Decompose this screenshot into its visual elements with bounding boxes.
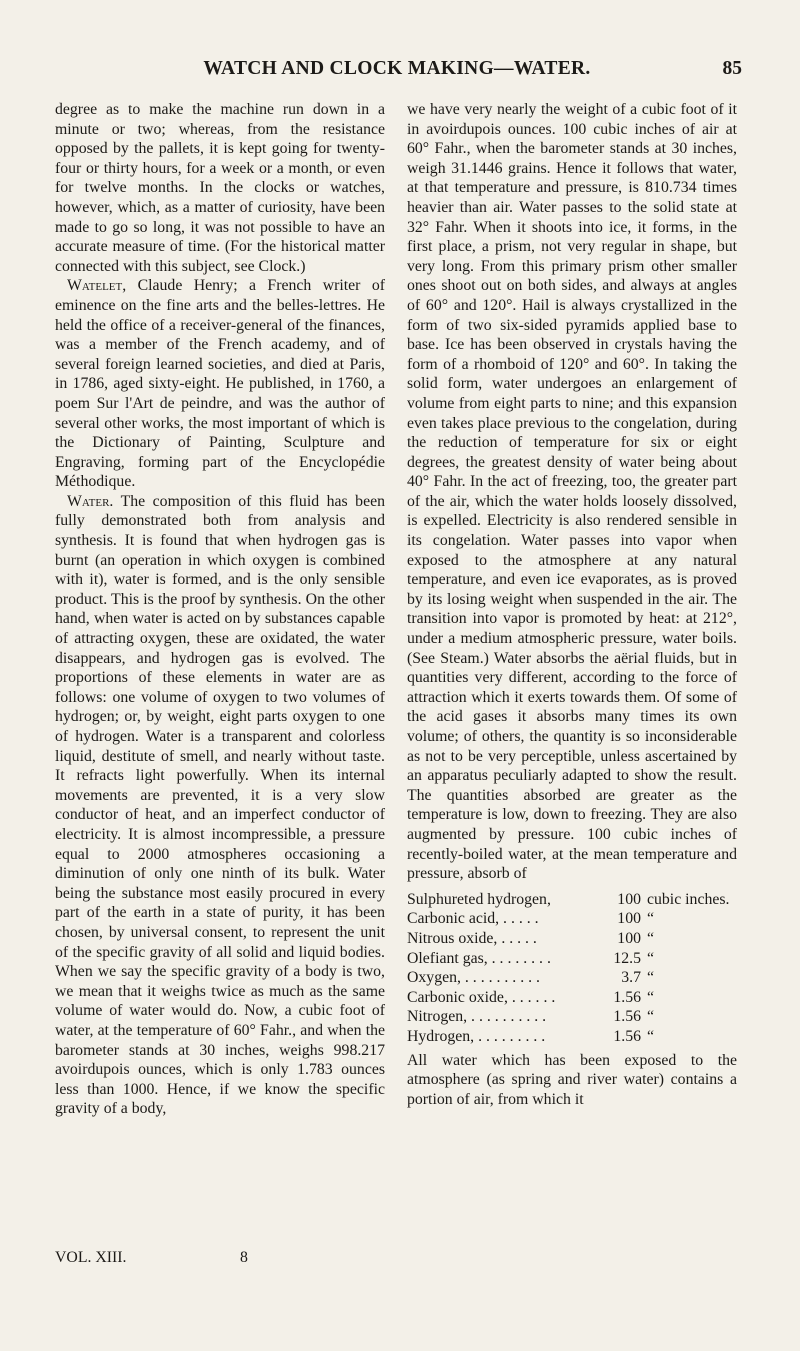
gas-volume: 100: [617, 890, 641, 908]
gas-name: Nitrous oxide, . . . . .: [407, 929, 537, 947]
gas-volume: 100: [617, 929, 641, 947]
gas-volume: 1.56: [613, 988, 641, 1006]
gas-name: Olefiant gas, . . . . . . . .: [407, 949, 551, 967]
table-row: [407, 1027, 737, 1047]
table-row: [407, 988, 737, 1008]
gas-name: Nitrogen, . . . . . . . . . .: [407, 1008, 547, 1026]
gas-unit: “: [647, 949, 655, 967]
gas-volume: 3.7: [621, 969, 641, 987]
gas-unit: “: [647, 910, 655, 928]
gas-absorption-table: [407, 890, 737, 1047]
gas-name: Carbonic oxide, . . . . . .: [407, 988, 556, 1006]
gas-unit: “: [647, 1008, 655, 1026]
right-column: [407, 100, 737, 1109]
gas-volume: 1.56: [613, 1008, 641, 1026]
table-row: [407, 929, 737, 949]
gas-unit: “: [647, 1027, 655, 1045]
table-row: [407, 909, 737, 929]
entry-body-water: The composition of this fluid has been fully demonstrated both from analysis and synthesis. It is found that when hydrogen gas is burnt (an operation in which oxygen is combined with it), water is formed, and is the only sensible product. This is the proof by synthesis. On the other hand, when water is acted on by substances capable of attracting oxygen, these are oxidated, the water disappears, and hydrogen gas is evolved. The proportions of these elements in water are as follows: one volume of oxygen to two volumes of hydrogen; or, by weight, eight parts oxygen to one of hydrogen. Water is a transparent and colorless liquid, destitute of smell, and nearly without taste. It refracts light powerfully. When its internal movements are prevented, it is a very slow conductor of heat, and an imperfect conductor of electricity. It is almost incompressible, a pressure equal to 2000 atmospheres occasioning a diminution of only one ninth of its bulk. Water being the substance most easily procured in every part of the earth in a state of purity, it has been chosen, by universal consent, to represent the unit of the specific gravity of all solid and liquid bodies. When we say the specific gravity of a body is two, we mean that it weighs twice as much as the same volume of water would do. Now, a cubic foot of water, at the temperature of 60° Fahr., and when the barometer stands at 30 inches, weighs 998.217 avoirdupois ounces, which is only 1.783 ounces less than 1000. Hence, if we know the specific gravity of a body,: [55, 492, 385, 1118]
running-title: WATCH AND CLOCK MAKING—WATER.: [203, 58, 591, 79]
entry-body-watelet: Claude Henry; a French writer of eminence on the fine arts and the belles-lettres. He held the office of a receiver-general of the finances, was a member of the French academy, and of several foreign learned societies, and died at Paris, in 1786, aged sixty-eight. He published, in 1760, a poem Sur l'Art de peindre, and was the author of several other works, the most important of which is the Dictionary of Painting, Sculpture and Engraving, forming part of the Encyclopédie Méthodique.: [55, 277, 385, 491]
volume-label: VOL. XIII.: [55, 1249, 127, 1266]
gas-unit: “: [647, 988, 655, 1006]
paragraph-water-continuation: we have very nearly the weight of a cubic foot of it in avoirdupois ounces. 100 cubic inches of air at 60° Fahr., when the barometer stands at 30 inches, weigh 31.1446 grains. Hence it follows that water, at that temperature and pressure, is 810.734 times heavier than air. Water passes to the solid state at 32° Fahr. When it shoots into ice, it forms, in the first place, a prism, not very regular in shape, but very long. From this primary prism other smaller ones shoot out on both sides, and always at angles of 60° and 120°. Hail is always crystallized in the form of two six-sided pyramids applied base to base. Ice has been observed in crystals having the form of a rhomboid of 120° and 60°. In taking the solid form, water undergoes an enlargement of volume from eight parts to nine; and this expansion even takes place previous to the congelation, during the reduction of temperature for six or eight degrees, the greatest density of water being about 40° Fahr. In the act of freezing, too, the greater part of the air, which the water holds loosely dissolved, is expelled. Electricity is also rendered sensible in its congelation. Water passes into vapor when exposed to the atmosphere at any natural temperature, and even ice evaporates, as is proved by its losing weight when suspended in the air. The transition into vapor is promoted by heat: at 212°, under a medium atmospheric pressure, water boils. (See Steam.) Water absorbs the aërial fluids, but in quantities very different, according to the force of attraction which it exerts towards them. Of some of the acid gases it absorbs many times its own volume; of others, the quantity is so inconsiderable as not to be very perceptible, unless ascertained by an apparatus peculiarly adapted to show the result. The quantities absorbed are greater as the temperature is low, down to freezing. They are also augmented by pressure. 100 cubic inches of recently-boiled water, at the mean temperature and pressure, absorb of: [407, 101, 737, 883]
left-column: [55, 100, 385, 1119]
gas-volume: 1.56: [613, 1027, 641, 1045]
page-header: [52, 58, 742, 88]
entry-water: [55, 492, 385, 1119]
entry-watelet: [55, 276, 385, 492]
paragraph-clock-continuation: degree as to make the machine run down in a minute or two; whereas, from the resistance opposed by the pallets, it is kept going for twenty-four or thirty hours, for a week or a month, or even for twelve months. In the clocks or watches, however, which, as a matter of curiosity, have been made to go so long, it was not possible to have an accurate measure of time. (For the historical matter connected with this subject, see Clock.): [55, 101, 385, 275]
gas-name: Sulphureted hydrogen,: [407, 890, 551, 908]
gas-name: Carbonic acid, . . . . .: [407, 910, 539, 928]
page-footer: [55, 1248, 385, 1268]
gas-volume: 12.5: [613, 949, 641, 967]
gas-name: Hydrogen, . . . . . . . . .: [407, 1027, 546, 1045]
gas-unit: “: [647, 969, 655, 987]
table-row: [407, 890, 737, 910]
table-row: [407, 949, 737, 969]
gas-volume: 100: [617, 910, 641, 928]
gas-unit: “: [647, 929, 655, 947]
entry-heading-watelet: Watelet,: [67, 277, 127, 295]
signature-mark: 8: [240, 1249, 248, 1266]
table-row: [407, 1007, 737, 1027]
paragraph-air-in-water: All water which has been exposed to the atmosphere (as spring and river water) contains a portion of air, from which it: [407, 1051, 737, 1108]
entry-heading-water: Water.: [67, 492, 114, 510]
page-number: 85: [722, 58, 742, 79]
table-row: [407, 968, 737, 988]
gas-name: Oxygen, . . . . . . . . . .: [407, 969, 540, 987]
gas-unit: cubic inches.: [647, 890, 730, 908]
